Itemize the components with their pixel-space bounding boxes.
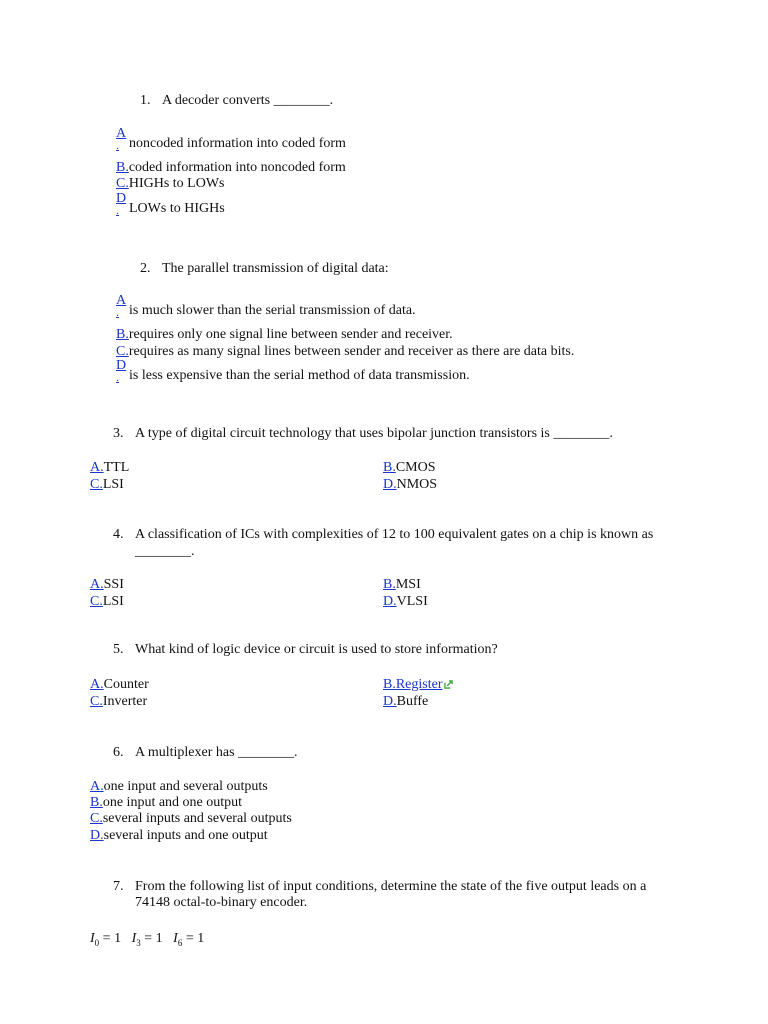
option-text: CMOS	[395, 460, 436, 475]
question-7-stem	[113, 879, 646, 895]
option-a-link[interactable]: A	[116, 293, 127, 308]
question-1-stem	[140, 93, 333, 109]
question-4-option-c	[90, 594, 124, 610]
option-c-link[interactable]: C.	[90, 594, 103, 609]
question-4-option-a	[90, 577, 124, 593]
input-conditions	[90, 931, 204, 951]
question-text-continued: ________.	[135, 544, 195, 559]
option-text: is less expensive than the serial method of data transmission.	[129, 368, 470, 383]
option-text: LSI	[102, 594, 124, 609]
option-d-link[interactable]: D.	[90, 828, 104, 843]
option-c-link[interactable]: C.	[116, 344, 129, 359]
option-c-link[interactable]: C.	[90, 694, 103, 709]
option-text: MSI	[395, 577, 421, 592]
question-text: From the following list of input conditions, determine the state of the five output leads on a	[135, 879, 647, 894]
question-text: The parallel transmission of digital data:	[162, 261, 389, 276]
option-text: Counter	[103, 677, 149, 692]
option-text: one input and several outputs	[103, 779, 268, 794]
question-number: 2.	[140, 261, 151, 276]
question-3-option-d	[383, 477, 437, 493]
option-text: HIGHs to LOWs	[128, 176, 225, 191]
option-text: LSI	[102, 477, 124, 492]
question-2-option-c	[116, 344, 574, 360]
option-d-link[interactable]: D.	[383, 477, 397, 492]
option-text: coded information into noncoded form	[128, 160, 346, 175]
question-number: 1.	[140, 93, 151, 108]
external-check-icon[interactable]	[444, 680, 453, 689]
question-3-option-b	[383, 460, 436, 476]
question-text: A decoder converts ________.	[162, 93, 334, 108]
option-a-link[interactable]: A	[116, 126, 127, 141]
question-3-option-c	[90, 477, 124, 493]
option-b-link[interactable]: B.	[383, 460, 396, 475]
option-c-link[interactable]: C.	[116, 176, 129, 191]
question-6-option-a	[90, 779, 268, 795]
question-5-option-d	[383, 694, 428, 710]
question-number: 5.	[113, 642, 124, 657]
condition-i0: $I_0 = 1$	[90, 931, 122, 948]
option-b-link[interactable]: B.	[383, 577, 396, 592]
question-3-option-a	[90, 460, 129, 476]
question-text: A type of digital circuit technology that uses bipolar junction transistors is ________.	[135, 426, 613, 441]
option-d-link[interactable]: D	[116, 358, 127, 373]
question-2-option-a: A .	[116, 293, 127, 319]
option-text: is much slower than the serial transmission of data.	[129, 303, 416, 318]
option-a-link[interactable]: A.	[90, 577, 104, 592]
option-text: several inputs and several outputs	[102, 811, 292, 826]
option-b-link[interactable]: B.	[90, 795, 103, 810]
question-number: 7.	[113, 879, 124, 894]
option-text: TTL	[103, 460, 130, 475]
correct-answer-link[interactable]: Register	[395, 677, 443, 692]
question-6-option-b	[90, 795, 242, 811]
question-4-option-d	[383, 594, 428, 610]
option-text: Buffe	[396, 694, 429, 709]
option-text: requires as many signal lines between sender and receiver as there are data bits.	[128, 344, 575, 359]
option-text: one input and one output	[102, 795, 243, 810]
option-d-link[interactable]: D	[116, 191, 127, 206]
question-2-stem	[140, 261, 389, 277]
option-d-link[interactable]: D.	[383, 694, 397, 709]
question-5-stem	[113, 642, 498, 658]
option-text: SSI	[103, 577, 124, 592]
option-b-link[interactable]: B.	[116, 160, 129, 175]
question-6-stem	[113, 745, 298, 761]
option-c-link[interactable]: C.	[90, 477, 103, 492]
question-number: 4.	[113, 527, 124, 542]
question-1-option-d: D .	[116, 191, 127, 217]
option-text: several inputs and one output	[103, 828, 268, 843]
question-text-continued: 74148 octal-to-binary encoder.	[135, 895, 308, 910]
option-text: LOWs to HIGHs	[129, 201, 225, 216]
condition-i3: $I_3 = 1$	[131, 931, 163, 948]
option-text: NMOS	[396, 477, 438, 492]
question-text: A multiplexer has ________.	[135, 745, 298, 760]
question-1-option-b	[116, 160, 346, 176]
option-b-link[interactable]: B.	[383, 677, 396, 692]
question-text: What kind of logic device or circuit is used to store information?	[135, 642, 498, 657]
question-4-option-b	[383, 577, 421, 593]
question-6-option-d	[90, 828, 268, 844]
question-number: 6.	[113, 745, 124, 760]
option-text: VLSI	[396, 594, 428, 609]
question-3-stem	[113, 426, 613, 442]
option-d-link[interactable]: D.	[383, 594, 397, 609]
option-b-link[interactable]: B.	[116, 327, 129, 342]
question-1-option-a: A .	[116, 126, 127, 152]
question-5-option-a	[90, 677, 149, 693]
option-text: Inverter	[102, 694, 148, 709]
question-5-option-b	[383, 677, 453, 693]
question-text: A classification of ICs with complexities of 12 to 100 equivalent gates on a chip is known as	[135, 527, 654, 542]
option-a-link[interactable]: A.	[90, 779, 104, 794]
option-a-link[interactable]: A.	[90, 460, 104, 475]
question-2-option-d: D .	[116, 358, 127, 384]
question-number: 3.	[113, 426, 124, 441]
condition-i6: $I_6 = 1$	[173, 931, 205, 948]
question-6-option-c	[90, 811, 292, 827]
question-1-option-c	[116, 176, 225, 192]
question-5-option-c	[90, 694, 147, 710]
question-2-option-b	[116, 327, 453, 343]
question-4-stem	[113, 527, 653, 543]
option-text: noncoded information into coded form	[129, 136, 346, 151]
option-text: requires only one signal line between sender and receiver.	[128, 327, 453, 342]
option-c-link[interactable]: C.	[90, 811, 103, 826]
option-a-link[interactable]: A.	[90, 677, 104, 692]
